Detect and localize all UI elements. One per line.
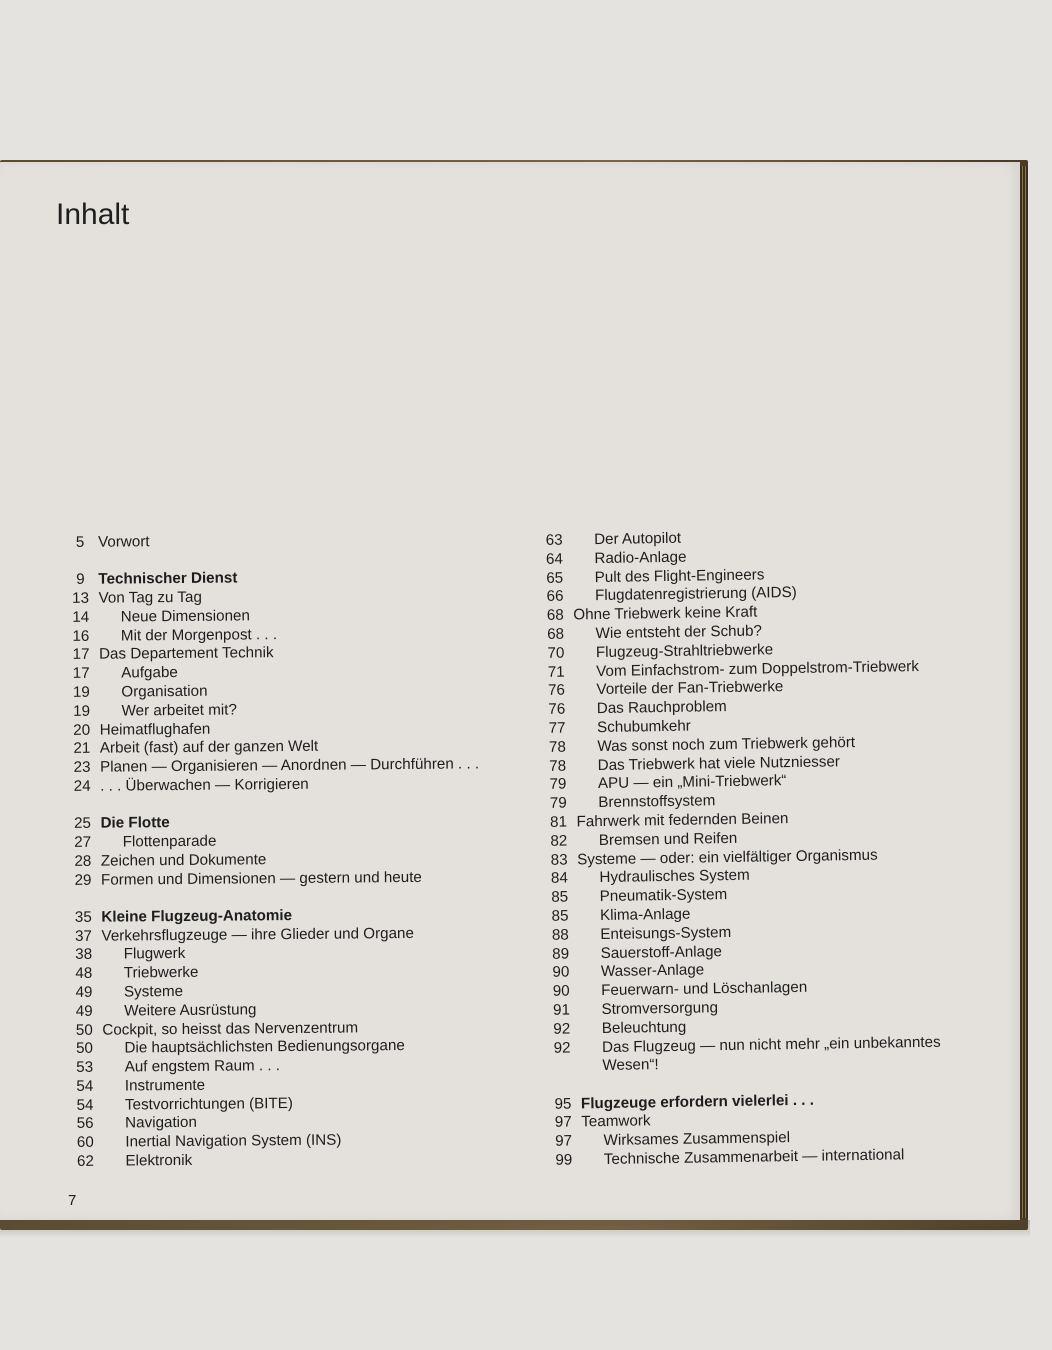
toc-page-number: 66 [546, 587, 564, 606]
toc-entry-title: Elektronik [125, 1151, 193, 1170]
page-stack-edge [1020, 166, 1028, 1218]
toc-page-number: 76 [548, 700, 566, 718]
toc-entry-title: Was sonst noch zum Triebwerk gehört [597, 733, 856, 755]
toc-page-number: 24 [73, 777, 91, 795]
toc-page-number: 54 [76, 1077, 94, 1095]
toc-page-number: 56 [76, 1115, 94, 1133]
toc-page-number: 85 [551, 888, 569, 906]
toc-entry-title: Verkehrsflugzeuge — ihre Glieder und Organe [101, 924, 414, 945]
toc-page-number: 54 [76, 1096, 94, 1114]
toc-page-number: 19 [72, 683, 90, 701]
toc-page-number: 78 [548, 738, 566, 756]
toc-page-number: 65 [546, 569, 564, 587]
toc-page-number: 71 [547, 663, 565, 681]
toc-entry-title: Das Rauchproblem [596, 698, 727, 718]
toc-entry-title: Technische Zusammenarbeit — international [603, 1146, 905, 1168]
toc-entry-title: Radio-Anlage [594, 548, 687, 567]
toc-entry-title: Cockpit, so heisst das Nervenzentrum [102, 1018, 359, 1039]
toc-entry-title: Hydraulisches System [599, 867, 750, 887]
toc-entry-title: Neue Dimensionen [120, 607, 250, 626]
toc-page-number: 89 [552, 945, 570, 963]
toc-entry-title: Weitere Ausrüstung [124, 1001, 257, 1020]
toc-entry-title: Organisation [121, 682, 208, 701]
toc-entry-title: Vorwort [97, 533, 150, 551]
toc-page-number: 49 [75, 983, 93, 1001]
toc-right-column [536, 525, 986, 1171]
toc-entry-title: Arbeit (fast) auf der ganzen Welt [99, 738, 319, 758]
toc-entry-title: Auf engstem Raum . . . [124, 1057, 281, 1076]
toc-entry-title: Das Triebwerk hat viele Nutzniesser [597, 752, 841, 774]
toc-entry-title: Flugwerk [123, 945, 186, 963]
toc-entry-title: Planen — Organisieren — Anordnen — Durchführen . . . [99, 755, 480, 776]
toc-entry-title: Flugzeuge erfordern vielerlei . . . [580, 1091, 815, 1112]
toc-entry-title: Fahrwerk mit federnden Beinen [576, 810, 789, 831]
toc-entry [62, 530, 522, 553]
toc-page-number: 82 [550, 832, 568, 850]
toc-entry-title: Flottenparade [122, 832, 217, 851]
toc-entry-title: Beleuchtung [601, 1018, 687, 1037]
toc-entry-title: Vom Einfachstrom- zum Doppelstrom-Triebwerk [596, 657, 919, 680]
toc-page-number: 90 [552, 963, 570, 982]
toc-page-number: 9 [76, 570, 85, 589]
toc-page-number: 19 [73, 702, 91, 720]
toc-entry-title: Die Flotte [100, 814, 170, 832]
toc-entry-title: Wirksames Zusammenspiel [603, 1129, 791, 1150]
toc-page-number: 79 [549, 794, 567, 812]
toc-page-number: 50 [75, 1021, 93, 1039]
toc-page-number: 68 [547, 625, 565, 643]
toc-page-number: 70 [547, 644, 565, 662]
toc-entry-title: Pult des Flight-Engineers [594, 566, 765, 586]
toc-entry-title: Flugdatenregistrierung (AIDS) [594, 584, 797, 605]
toc-left-column [62, 530, 528, 1172]
toc-entry [544, 1033, 985, 1078]
toc-entry-title: Testvorrichtungen (BITE) [124, 1094, 294, 1114]
toc-entry-title: Bremsen und Reifen [598, 829, 738, 849]
toc-page-number: 17 [72, 646, 90, 664]
toc-entry-title: Der Autopilot [593, 529, 682, 549]
toc-page-number: 25 [73, 814, 92, 833]
toc-page-number: 92 [553, 1039, 571, 1057]
toc-entry-title: Formen und Dimensionen — gestern und heute [100, 868, 422, 889]
toc-entry-title: Enteisungs-System [600, 923, 732, 943]
toc-entry-title: Stromversorgung [601, 999, 719, 1018]
toc-entry-title: Das Flugzeug — nun nicht mehr „ein unbekanntes Wesen“! [601, 1033, 941, 1075]
toc-entry-title: Systeme — oder: ein vielfältiger Organismus [577, 846, 878, 868]
toc-page-number: 53 [76, 1058, 94, 1076]
toc-entry-title: Teamwork [581, 1112, 651, 1131]
toc-page-number: 78 [549, 757, 567, 775]
toc-page-number: 83 [550, 851, 568, 869]
toc-entry-title: Feuerwarn- und Löschanlagen [601, 978, 808, 1000]
toc-entry-title: Von Tag zu Tag [98, 588, 202, 607]
toc-page-number: 49 [75, 1002, 93, 1020]
toc-page-number: 99 [555, 1151, 573, 1169]
toc-page-number: 62 [76, 1152, 95, 1170]
toc-page-number: 13 [72, 589, 90, 607]
toc-entry-title: Instrumente [124, 1076, 206, 1095]
toc-page-number: 37 [74, 927, 93, 945]
toc-entry-title: Die hauptsächlichsten Bedienungsorgane [124, 1037, 405, 1057]
toc-entry-title: Ohne Triebwerk keine Kraft [573, 603, 758, 624]
toc-page-number: 88 [551, 926, 569, 944]
page-title: Inhalt [56, 198, 130, 231]
toc-entry-title: Inertial Navigation System (INS) [125, 1131, 342, 1151]
toc-entry-title: Wer arbeitet mit? [121, 701, 237, 720]
toc-page-number: 38 [75, 946, 93, 964]
toc-page-number: 20 [73, 721, 91, 739]
toc-page-number: 60 [76, 1134, 94, 1152]
toc-entry-title: Sauerstoff-Anlage [600, 942, 723, 962]
toc-entry-title: Aufgabe [121, 664, 178, 682]
toc-entry-title: Brennstoffsystem [598, 792, 716, 812]
toc-page-number: 50 [75, 1040, 94, 1058]
toc-page-number: 81 [549, 813, 568, 831]
toc-page-number: 5 [75, 533, 85, 551]
toc-page-number: 63 [545, 531, 563, 549]
toc-page-number: 21 [73, 740, 91, 758]
toc-page-number: 90 [552, 982, 570, 1000]
toc-page-number: 91 [552, 1001, 571, 1019]
toc-entry-title: Flugzeug-Strahltriebwerke [595, 641, 774, 661]
toc-entry-title: Klima-Anlage [599, 905, 691, 924]
page-shadow [0, 1220, 1030, 1238]
toc-page-number: 17 [72, 664, 90, 683]
toc-page-number: 23 [73, 758, 91, 777]
toc-page-number: 16 [72, 627, 90, 645]
toc-entry-title: Wie entsteht der Schub? [595, 622, 763, 643]
toc-entry-title: Navigation [125, 1114, 197, 1132]
toc-entry-title: Systeme [123, 982, 184, 1001]
toc-entry-title: Zeichen und Dokumente [100, 850, 267, 870]
toc-entry-title: Triebwerke [123, 963, 199, 982]
toc-entry-title: APU — ein „Mini-Triebwerk“ [597, 772, 787, 793]
toc-entry-title: Vorteile der Fan-Triebwerke [596, 678, 784, 699]
toc-page-number: 84 [550, 869, 569, 888]
toc-page-number: 27 [74, 833, 92, 851]
toc-entry-title: Das Departement Technik [98, 644, 274, 664]
toc-entry-title: . . . Überwachen — Korrigieren [100, 775, 309, 795]
toc-page-number: 97 [554, 1113, 572, 1132]
toc-entry-title: Technischer Dienst [98, 569, 238, 588]
toc-page-number: 48 [75, 964, 93, 983]
toc-entry-title: Wasser-Anlage [600, 961, 705, 981]
toc-page-number: 85 [551, 907, 569, 925]
toc-page-number: 35 [74, 908, 92, 926]
toc-entry-title: Kleine Flugzeug-Anatomie [101, 906, 293, 926]
toc-entry [65, 868, 525, 891]
toc-page-number: 68 [546, 606, 564, 625]
toc-page-number: 64 [545, 550, 564, 568]
toc-entry-title: Schubumkehr [596, 717, 691, 737]
toc-entry-title: Mit der Morgenpost . . . [120, 625, 278, 645]
toc-page-number: 77 [548, 719, 566, 737]
book-page [0, 162, 1020, 1220]
toc-entry-title: Pneumatik-System [599, 886, 728, 906]
toc-page-number: 79 [549, 775, 567, 794]
toc-page-number: 76 [547, 681, 566, 700]
toc-entry [64, 774, 524, 797]
toc-page-number: 29 [74, 871, 92, 889]
toc-page-number: 95 [554, 1095, 572, 1113]
toc-page-number: 28 [74, 852, 92, 870]
page-number: 7 [68, 1192, 77, 1209]
toc-page-number: 92 [553, 1020, 571, 1038]
toc-entry [67, 1149, 527, 1172]
toc-entry-title: Heimatflughafen [99, 720, 211, 739]
toc-page-number: 14 [72, 608, 90, 626]
toc-page-number: 97 [554, 1132, 573, 1150]
